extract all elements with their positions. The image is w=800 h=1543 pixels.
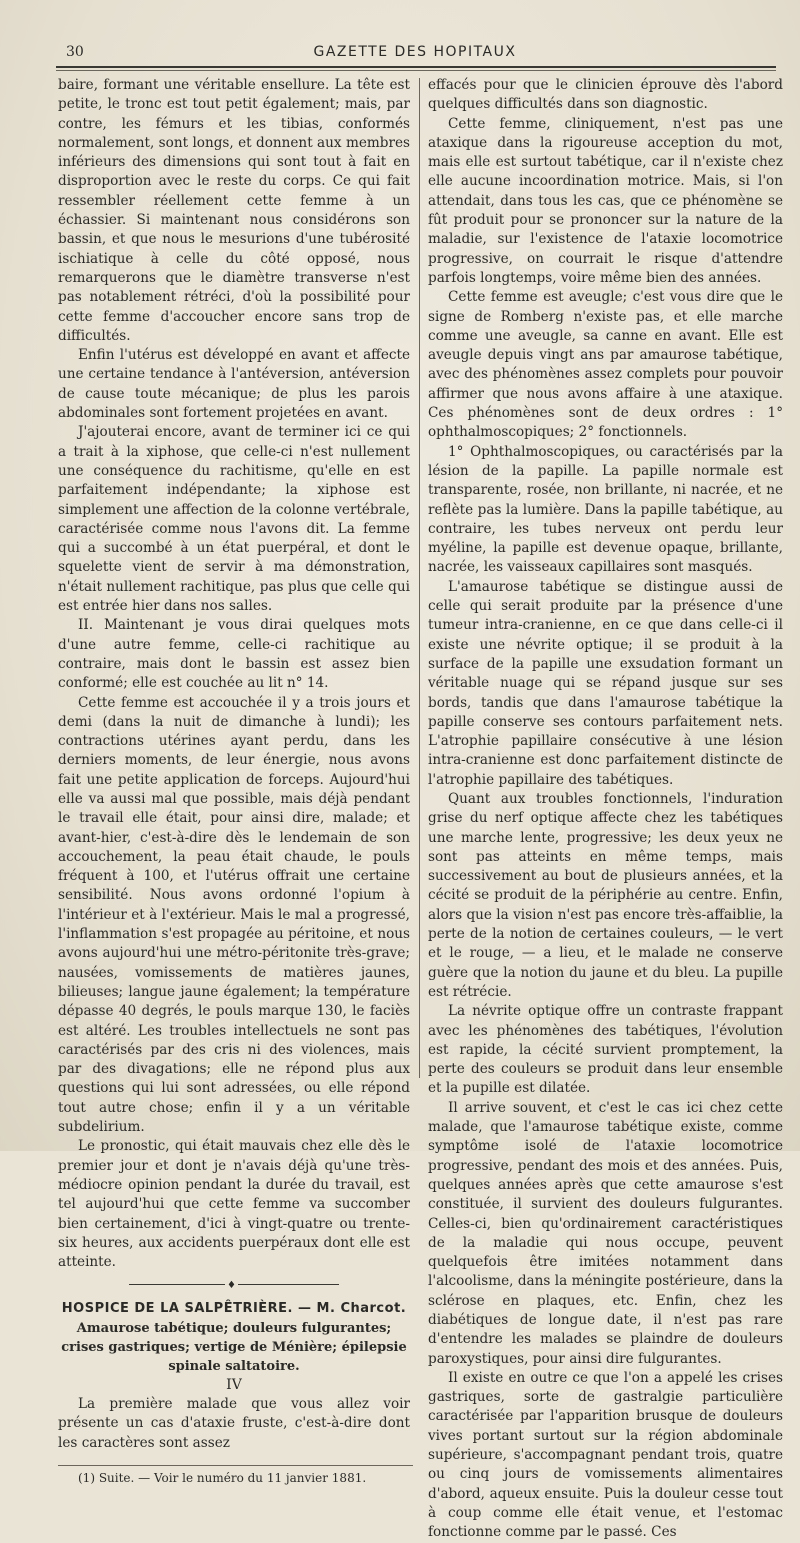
right-column — [428, 76, 783, 1543]
paragraph: Cette femme est accouchée il y a trois jours et demi (dans la nuit de dimanche à lundi); les contractions utérines ayant perdu, dans les derniers moments, de leur énergie, nous avons fait une petite application de forceps. Aujourd'hui elle va aussi mal que possible, mais déjà pendant le travail elle était, pour ainsi dire, malade; et avant-hier, c'est-à-dire dès le lendemain de son accouchement, la peau était chaude, le pouls fréquent à 100, et l'utérus offrait une certaine sensibilité. Nous avons ordonné l'opium à l'intérieur et à l'extérieur. Mais le mal a progressé, l'inflammation s'est propagée au péritoine, et nous avons aujourd'hui une métro-péritonite très-grave; nausées, vomissements de matières jaunes, bilieuses; langue jaune également; la température dépasse 40 degrés, le pouls marque 130, le faciès est altéré. Les troubles intellectuels ne sont pas caractérisés par des cris ni des violences, mais par des divagations; elle ne répond plus aux questions qui lui sont adressées, ou elle répond tout autre chose; enfin il y a un véritable subdelirium. — [58, 694, 410, 1136]
paragraph: L'amaurose tabétique se distingue aussi de celle qui serait produite par la présence d'une tumeur intra-cranienne, en ce que dans celle-ci il existe une névrite optique; il se produit à la surface de la papille une exsudation formant un véritable nuage qui se répand jusque sur ses bords, tandis que dans l'amaurose tabétique la papille conserve ses contours parfaitement nets. L'atrophie papillaire consécutive à une lésion intra-cranienne est donc parfaitement distincte de l'atrophie papillaire des tabétiques. — [428, 578, 783, 788]
paragraph: La première malade que vous allez voir présente un cas d'ataxie fruste, c'est-à-dire dont les caractères sont assez — [58, 1396, 410, 1451]
section-title: HOSPICE DE LA SALPÊTRIÈRE. — M. Charcot. — [61, 1301, 407, 1317]
paragraph: J'ajouterai encore, avant de terminer ici ce qui a trait à la xiphose, que celle-ci n'est nullement une conséquence du rachitisme, qu'elle en est parfaitement indépendante; la xiphose est simplement une affection de la colonne vertébrale, caractérisée comme nous l'avons dit. La femme qui a succombé à un état puerpéral, et dont le squelette vient de servir à ma démonstration, n'était nullement rachitique, pas plus que celle qui est entrée hier dans nos salles. — [58, 424, 410, 615]
paragraph: Quant aux troubles fonctionnels, l'induration grise du nerf optique affecte chez les tabétiques une marche lente, progressive; les deux yeux ne sont pas atteints en même temps, mais successivement au bout de plusieurs années, et la cécité se produit de la périphérie au centre. Enfin, alors que la vision n'est pas encore très-affaiblie, la perte de la notion de certaines couleurs, — le vert et le rouge, — a lieu, et le malade ne conserve guère que la notion du jaune et du bleu. La pupille est rétrécie. — [428, 790, 783, 1000]
paragraph: Il arrive souvent, et c'est le cas ici chez cette malade, que l'amaurose tabétique existe, comme symptôme isolé de l'ataxie locomotrice progressive, pendant des mois et des années. Puis, quelques années après que cette amaurose s'est constituée, il survient des douleurs fulgurantes. Celles-ci, bien qu'ordinairement caractéristiques de la maladie qui nous occupe, peuvent quelquefois être imitées notamment dans l'alcoolisme, dans la méningite postérieure, dans la sclérose en plaques, etc. Enfin, chez les diabétiques de longue date, il n'est pas rare d'entendre les malades se plaindre de douleurs paroxystiques, pour ainsi dire fulgurantes. — [428, 1099, 783, 1367]
header-rule-thin — [56, 70, 776, 71]
paragraph: Il existe en outre ce que l'on a appelé les crises gastriques, sorte de gastralgie particulière caractérisée par l'apparition brusque de douleurs vives portant surtout sur la région abdominale supérieure, s'accompagnant pendant trois, quatre ou cinq jours de vomissements alimentaires d'abord, aqueux ensuite. Puis la douleur cesse tout à coup comme elle était venue, et l'estomac fonctionne comme par le passé. Ces — [428, 1369, 783, 1541]
paragraph: Le pronostic, qui était mauvais chez elle dès le premier jour et dont je n'avais déjà qu'une très-médiocre opinion pendant la durée du travail, est tel aujourd'hui que cette femme va succomber bien certainement, d'ici à vingt-quatre ou trente-six heures, aux accidents puerpéraux dont elle est atteinte. — [58, 1138, 410, 1271]
footnote-rule — [58, 1465, 413, 1466]
paragraph: II. Maintenant je vous dirai quelques mots d'une autre femme, celle-ci rachitique au contraire, mais dont le bassin est assez bien conformé; elle est couchée au lit n° 14. — [58, 617, 410, 692]
paragraph: Enfin l'utérus est développé en avant et affecte une certaine tendance à l'antéversion, antéversion de cause toute mécanique; de plus les parois abdominales sont fortement projetées en avant. — [58, 347, 410, 422]
journal-title: GAZETTE DES HOPITAUX — [313, 44, 517, 60]
left-column — [58, 76, 410, 1486]
part-number: IV — [226, 1376, 242, 1393]
article-subtitle: Amaurose tabétique; douleurs fulgurantes; crises gastriques; vertige de Ménière; épilepsie spinale saltatoire. — [61, 1320, 407, 1374]
paragraph: La névrite optique offre un contraste frappant avec les phénomènes des tabétiques, l'évolution est rapide, la cécité survient promptement, la perte des couleurs se produit dans leur ensemble et la pupille est dilatée. — [428, 1003, 783, 1097]
column-divider — [419, 78, 420, 1078]
footnote: (1) Suite. — Voir le numéro du 11 janvier 1881. — [78, 1470, 367, 1485]
paragraph: Cette femme, cliniquement, n'est pas une ataxique dans la rigoureuse acception du mot, mais elle est surtout tabétique, car il n'existe chez elle aucune incoordination motrice. Mais, si l'on attendait, dans tous les cas, que ce phénomène se fût produit pour se prononcer sur la nature de la maladie, sur l'existence de l'ataxie locomotrice progressive, on courrait le risque d'attendre parfois longtemps, voire même bien des années. — [428, 115, 783, 286]
page-number: 30 — [66, 44, 84, 60]
paragraph: Cette femme est aveugle; c'est vous dire que le signe de Romberg n'existe pas, et elle marche comme une aveugle, sa canne en avant. Elle est aveugle depuis vingt ans par amaurose tabétique, avec des phénomènes assez complets pour pouvoir affirmer que nous avons affaire à une ataxique. Ces phénomènes sont de deux ordres : 1° ophthalmoscopiques; 2° fonctionnels. — [428, 289, 783, 441]
paragraph: baire, formant une véritable ensellure. La tête est petite, le tronc est tout petit également; mais, par contre, les fémurs et les tibias, conformés normalement, sont longs, et donnent aux membres inférieurs des dimensions qui sont tout à fait en disproportion avec le reste du corps. Ce qui fait ressembler réellement cette femme à un échassier. Si maintenant nous considérons son bassin, et que nous le mesurions d'une tubérosité ischiatique à celle du côté opposé, nous remarquerons que le diamètre transverse n'est pas notablement rétréci, d'où la possibilité pour cette femme d'accoucher encore sans trop de difficultés. — [58, 77, 410, 344]
paragraph: 1° Ophthalmoscopiques, ou caractérisés par la lésion de la papille. La papille normale est transparente, rosée, non brillante, ni nacrée, et ne reflète pas la lumière. Dans la papille tabétique, au contraire, les tubes nerveux ont perdu leur myéline, la papille est devenue opaque, brillante, nacrée, les vaisseaux capillaires sont masqués. — [428, 443, 783, 576]
section-separator — [129, 1284, 339, 1285]
header-rule — [56, 66, 776, 68]
paragraph: effacés pour que le clinicien éprouve dès l'abord quelques difficultés dans son diagnostic. — [428, 77, 783, 113]
page-header — [60, 44, 770, 62]
